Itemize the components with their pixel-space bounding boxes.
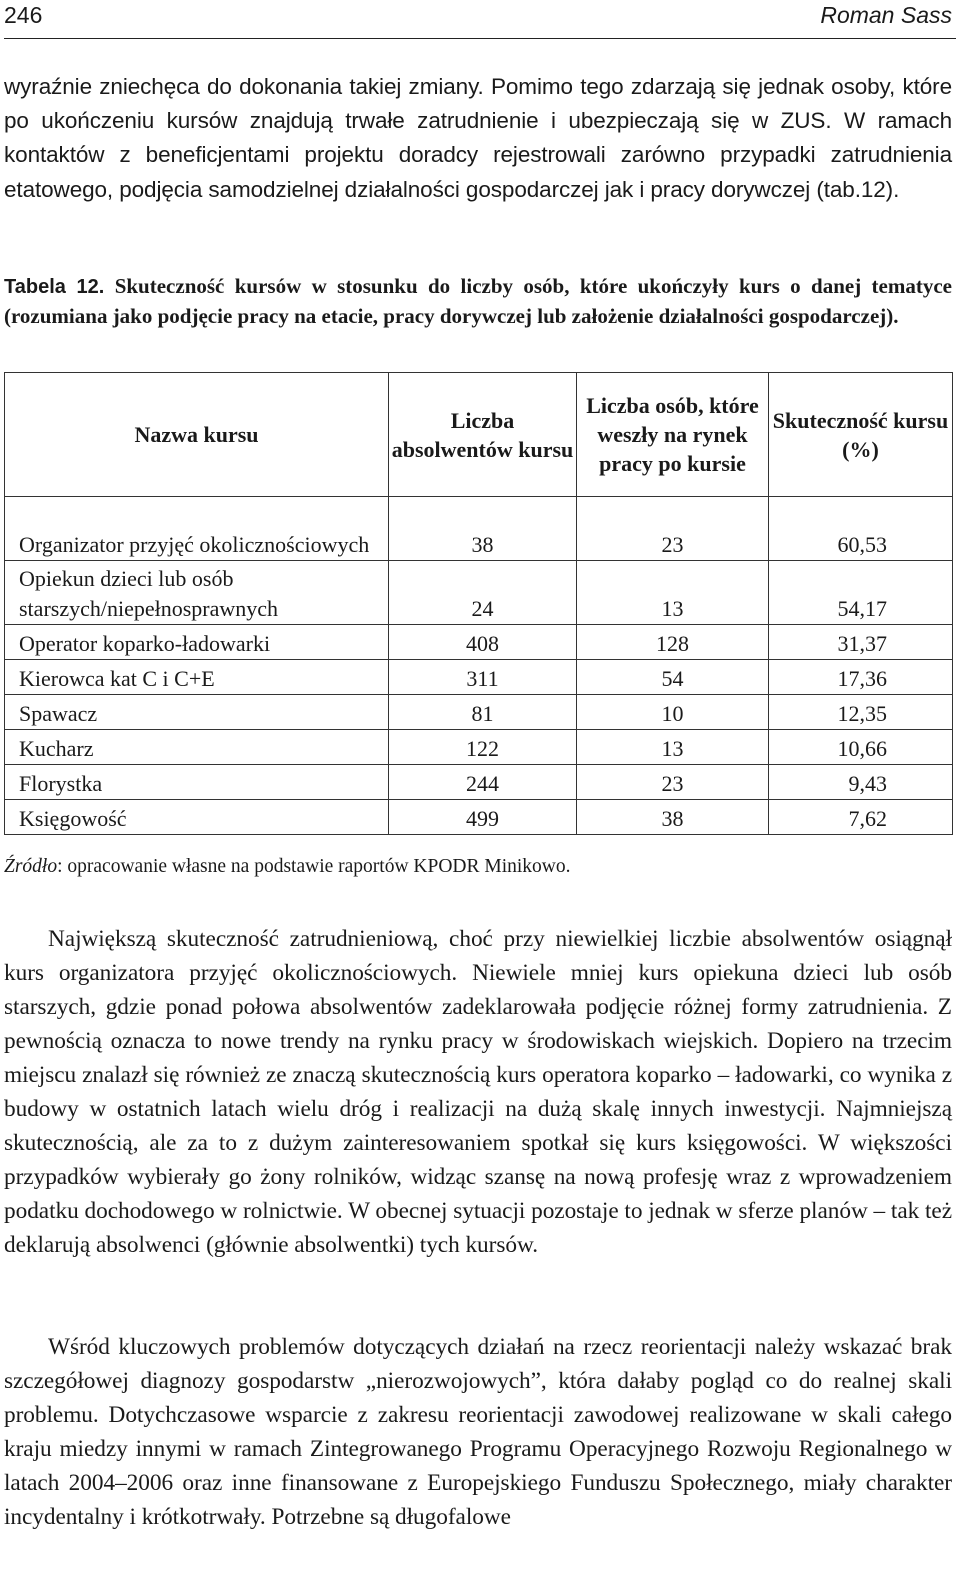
intro-paragraph: wyraźnie zniechęca do dokonania takiej zmiany. Pomimo tego zdarzają się jednak osoby, które po ukończeniu kursów znajdują trwałe zatrudnienie i ubezpieczają się w ZUS. W ramach kontaktów z beneficjentami projektu doradcy rejestrowali zarówno przypadki zatrudnienia etatowego, podjęcia samodzielnej działalności gospodarczej jak i pracy dorywczej (tab.12). (4, 74, 952, 202)
course-name-cell: Opiekun dzieci lub osób starszych/niepełnosprawnych (5, 561, 389, 625)
effectiveness-cell: 60,53 (769, 497, 953, 561)
employed-cell: 23 (577, 765, 769, 800)
table-row (5, 625, 953, 660)
header-effectiveness: Skuteczność kursu (%) (769, 373, 953, 497)
table-row (5, 660, 953, 695)
graduates-cell: 122 (389, 730, 577, 765)
course-name-cell: Kucharz (5, 730, 389, 765)
graduates-cell: 38 (389, 497, 577, 561)
course-name-cell: Kierowca kat C i C+E (5, 660, 389, 695)
table-row (5, 730, 953, 765)
graduates-cell: 499 (389, 800, 577, 835)
effectiveness-cell: 17,36 (769, 660, 953, 695)
employed-cell: 128 (577, 625, 769, 660)
effectiveness-cell: 9,43 (769, 765, 953, 800)
graduates-cell: 24 (389, 561, 577, 625)
effectiveness-cell: 54,17 (769, 561, 953, 625)
body-paragraph: Wśród kluczowych problemów dotyczących działań na rzecz reorientacji należy wskazać brak szczegółowej diagnozy gospodarstw „nierozwojowych”, która dałaby pogląd co do realnej skali problemu. Dotychczasowe wsparcie z zakresu reorientacji zawodowej realizowane w skali całego kraju miedzy innymi w ramach Zintegrowanego Programu Operacyjnego Rozwoju Regionalnego w latach 2004–2006 oraz inne finansowane z Europejskiego Funduszu Społecznego, miały charakter incydentalny i krótkotrwały. Potrzebne są długofalowe (4, 1334, 952, 1530)
employed-cell: 10 (577, 695, 769, 730)
graduates-cell: 408 (389, 625, 577, 660)
course-name-cell: Spawacz (5, 695, 389, 730)
header-course-name: Nazwa kursu (5, 373, 389, 497)
course-name-cell: Organizator przyjęć okolicznościowych (5, 497, 389, 561)
employed-cell: 23 (577, 497, 769, 561)
header-employed: Liczba osób, które weszły na rynek pracy po kursie (577, 373, 769, 497)
employed-cell: 38 (577, 800, 769, 835)
graduates-cell: 244 (389, 765, 577, 800)
course-name-cell: Księgowość (5, 800, 389, 835)
page-number: 246 (4, 2, 43, 28)
effectiveness-cell: 10,66 (769, 730, 953, 765)
table-caption-text: Skuteczność kursów w stosunku do liczby osób, które ukończyły kurs o danej tematyce (rozumiana jako podjęcie pracy na etacie, pracy dorywczej lub założenie działalności gospodarczej). (4, 274, 953, 328)
table-row (5, 765, 953, 800)
course-name-cell: Florystka (5, 765, 389, 800)
running-header (4, 0, 956, 39)
table-caption-label: Tabela 12. (4, 276, 105, 298)
table-source-note (4, 856, 571, 878)
header-graduates: Liczba absolwentów kursu (389, 373, 577, 497)
employed-cell: 54 (577, 660, 769, 695)
graduates-cell: 311 (389, 660, 577, 695)
source-text: : opracowanie własne na podstawie raportów KPODR Minikowo. (57, 856, 571, 877)
table-row (5, 800, 953, 835)
effectiveness-cell: 7,62 (769, 800, 953, 835)
graduates-cell: 81 (389, 695, 577, 730)
running-head-author: Roman Sass (820, 2, 952, 28)
employed-cell: 13 (577, 561, 769, 625)
table-caption (4, 272, 952, 331)
body-paragraph: Największą skuteczność zatrudnieniową, choć przy niewielkiej liczbie absolwentów osiągnął kurs organizatora przyjęć okolicznościowych. Niewiele mniej kurs opiekuna dzieci lub osób starszych, gdzie ponad połowa absolwentów zadeklarowała podjęcie różnej formy zatrudnienia. Z pewnością oznacza to nowe trendy na rynku pracy w środowiskach wiejskich. Dopiero na trzecim miejscu znalazł się również ze znaczą skutecznością kurs operatora koparko – ładowarki, co wynika z budowy w ostatnich latach wielu dróg i realizacji na dużą skalę innych inwestycji. Najmniejszą skutecznością, ale za to z dużym zainteresowaniem spotkał się kurs księgowości. W większości przypadków wybierały go żony rolników, widząc szansę na nową profesję wraz z wprowadzeniem podatku dochodowego w rolnictwie. W obecnej sytuacji pozostaje to jednak w sferze planów – tak też deklarują absolwenci (głównie absolwentki) tych kursów. (4, 926, 952, 1258)
table-row (5, 695, 953, 730)
table-row (5, 497, 953, 561)
table-header-row (5, 373, 953, 497)
effectiveness-cell: 12,35 (769, 695, 953, 730)
table-row (5, 561, 953, 625)
source-label: Źródło (4, 856, 58, 877)
effectiveness-cell: 31,37 (769, 625, 953, 660)
employed-cell: 13 (577, 730, 769, 765)
course-name-cell: Operator koparko-ładowarki (5, 625, 389, 660)
course-effectiveness-table (4, 372, 953, 835)
